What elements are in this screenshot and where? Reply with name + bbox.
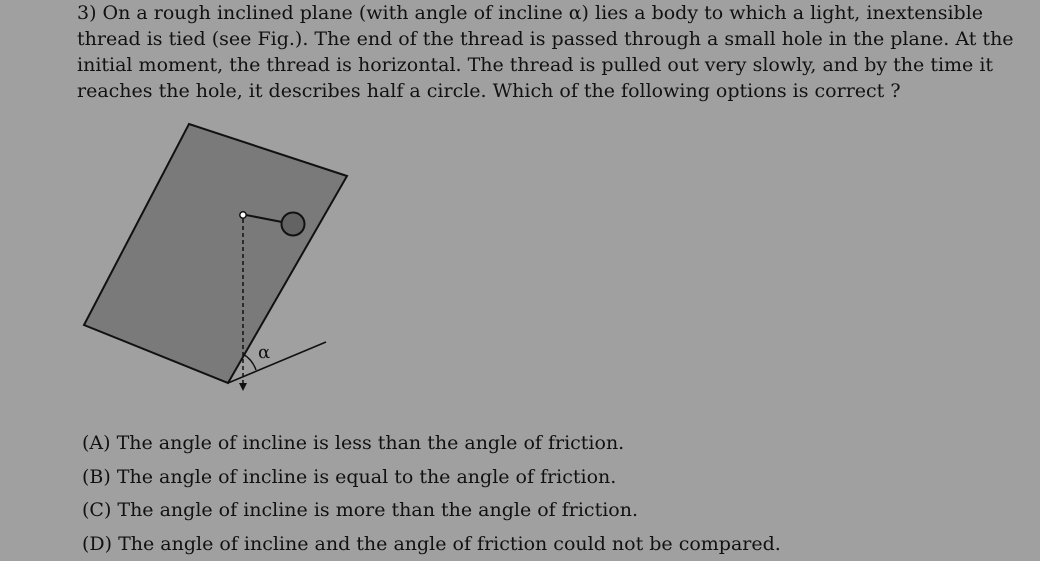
option-a[interactable]: (A) The angle of incline is less than the angle of friction.: [82, 427, 781, 461]
hole-marker: [240, 212, 246, 218]
option-b[interactable]: (B) The angle of incline is equal to the angle of friction.: [82, 461, 781, 495]
angle-label: α: [258, 342, 270, 363]
inclined-plane: [84, 124, 347, 383]
answer-options: [82, 427, 781, 561]
body-ball: [282, 213, 305, 236]
angle-arc: [243, 354, 256, 370]
option-c[interactable]: (C) The angle of incline is more than the angle of friction.: [82, 494, 781, 528]
question-text: 3) On a rough inclined plane (with angle of incline α) lies a body to which a light, inextensible thread is tied (see Fig.). The end of the thread is passed through a small hole in the plane. At the initial moment, the thread is horizontal. The thread is pulled out very slowly, and by the time it reaches the hole, it describes half a circle. Which of the following options is correct ?: [77, 0, 1017, 104]
option-d[interactable]: (D) The angle of incline and the angle of friction could not be compared.: [82, 528, 781, 561]
